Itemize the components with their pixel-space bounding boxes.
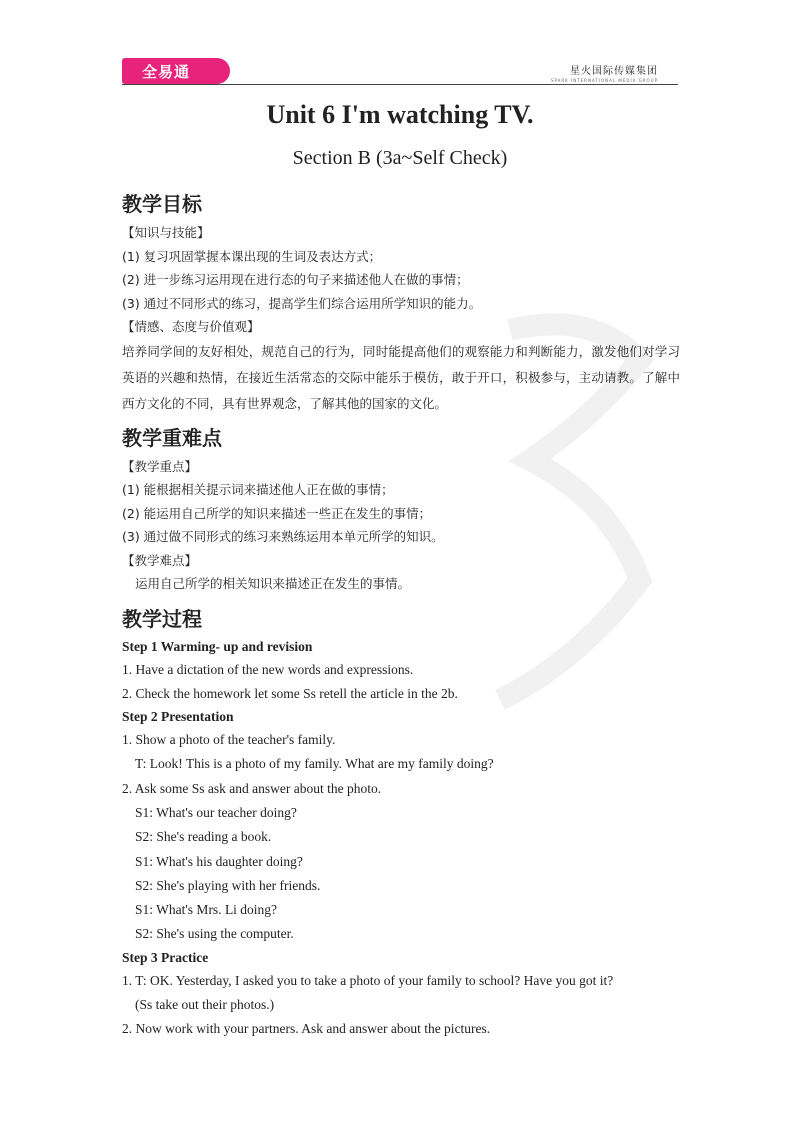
dialogue-line: S2: She's playing with her friends. bbox=[135, 877, 321, 893]
dialogue-line: S1: What's his daughter doing? bbox=[135, 853, 303, 869]
logo-text: 全易通 bbox=[142, 63, 191, 81]
dialogue-line: S2: She's using the computer. bbox=[135, 926, 294, 942]
emotion-text: 培养同学间的友好相处，规范自己的行为，同时能提高他们的观察能力和判断能力，激发他们对学习英语的兴趣和热情，在接近生活常态的交际中能乐于模仿，敢于开口，积极参与，主动请教。了解中西方文化的不同，具有世界观念，了解其他的国家的文化。 bbox=[122, 343, 680, 411]
brand-name: 星火国际传媒集团 bbox=[570, 66, 658, 77]
knowledge-label: 【知识与技能】 bbox=[122, 225, 210, 240]
knowledge-item: (3) 通过不同形式的练习，提高学生们综合运用所学知识的能力。 bbox=[122, 295, 482, 311]
knowledge-item: (2) 进一步练习运用现在进行态的句子来描述他人在做的事情； bbox=[122, 272, 469, 287]
knowledge-item: (1) 复习巩固掌握本课出现的生词及表达方式； bbox=[122, 248, 382, 264]
dialogue-line: S2: She's reading a book. bbox=[135, 829, 272, 845]
difficulty-text: 运用自己所学的相关知识来描述正在发生的事情。 bbox=[135, 576, 411, 591]
step1-line: 2. Check the homework let some Ss retell the article in the 2b. bbox=[122, 685, 458, 701]
dialogue-line: S1: What's our teacher doing? bbox=[135, 804, 297, 820]
brand bbox=[551, 62, 658, 83]
step2-line: 2. Ask some Ss ask and answer about the photo. bbox=[122, 780, 382, 796]
step2-line: 1. Show a photo of the teacher's family. bbox=[122, 732, 336, 748]
focus-label: 【教学重点】 bbox=[122, 458, 198, 474]
page-subtitle: Section B (3a~Self Check) bbox=[292, 147, 508, 169]
focus-item: (3) 通过做不同形式的练习来熟练运用本单元所学的知识。 bbox=[122, 529, 444, 544]
header-divider bbox=[122, 84, 678, 85]
keypoints-heading: 教学重难点 bbox=[122, 425, 222, 450]
document-body bbox=[122, 187, 680, 1042]
process-heading: 教学过程 bbox=[122, 606, 202, 631]
emotion-label: 【情感、态度与价值观】 bbox=[122, 319, 260, 334]
step3-line: (Ss take out their photos.) bbox=[135, 997, 275, 1013]
brand-name-en: SPARK INTERNATIONAL MEDIA GROUP bbox=[550, 78, 658, 83]
difficulty-label: 【教学难点】 bbox=[122, 552, 198, 568]
step1-line: 1. Have a dictation of the new words and expressions. bbox=[122, 661, 414, 677]
step3-title: Step 3 Practice bbox=[122, 949, 209, 965]
step1-title: Step 1 Warming- up and revision bbox=[122, 638, 313, 654]
goals-heading: 教学目标 bbox=[122, 192, 202, 216]
focus-item: (2) 能运用自己所学的知识来描述一些正在发生的事情； bbox=[122, 505, 432, 521]
step3-line: 2. Now work with your partners. Ask and answer about the pictures. bbox=[122, 1021, 491, 1037]
logo bbox=[122, 58, 230, 84]
page-title: Unit 6 I'm watching TV. bbox=[266, 100, 534, 129]
dialogue-line: S1: What's Mrs. Li doing? bbox=[135, 902, 278, 918]
page-header bbox=[122, 58, 680, 86]
focus-item: (1) 能根据相关提示词来描述他人正在做的事情； bbox=[122, 482, 394, 497]
step2-line: T: Look! This is a photo of my family. What are my family doing? bbox=[135, 756, 494, 772]
step3-line: 1. T: OK. Yesterday, I asked you to take a photo of your family to school? Have you got it? bbox=[122, 972, 614, 988]
step2-title: Step 2 Presentation bbox=[122, 709, 234, 725]
